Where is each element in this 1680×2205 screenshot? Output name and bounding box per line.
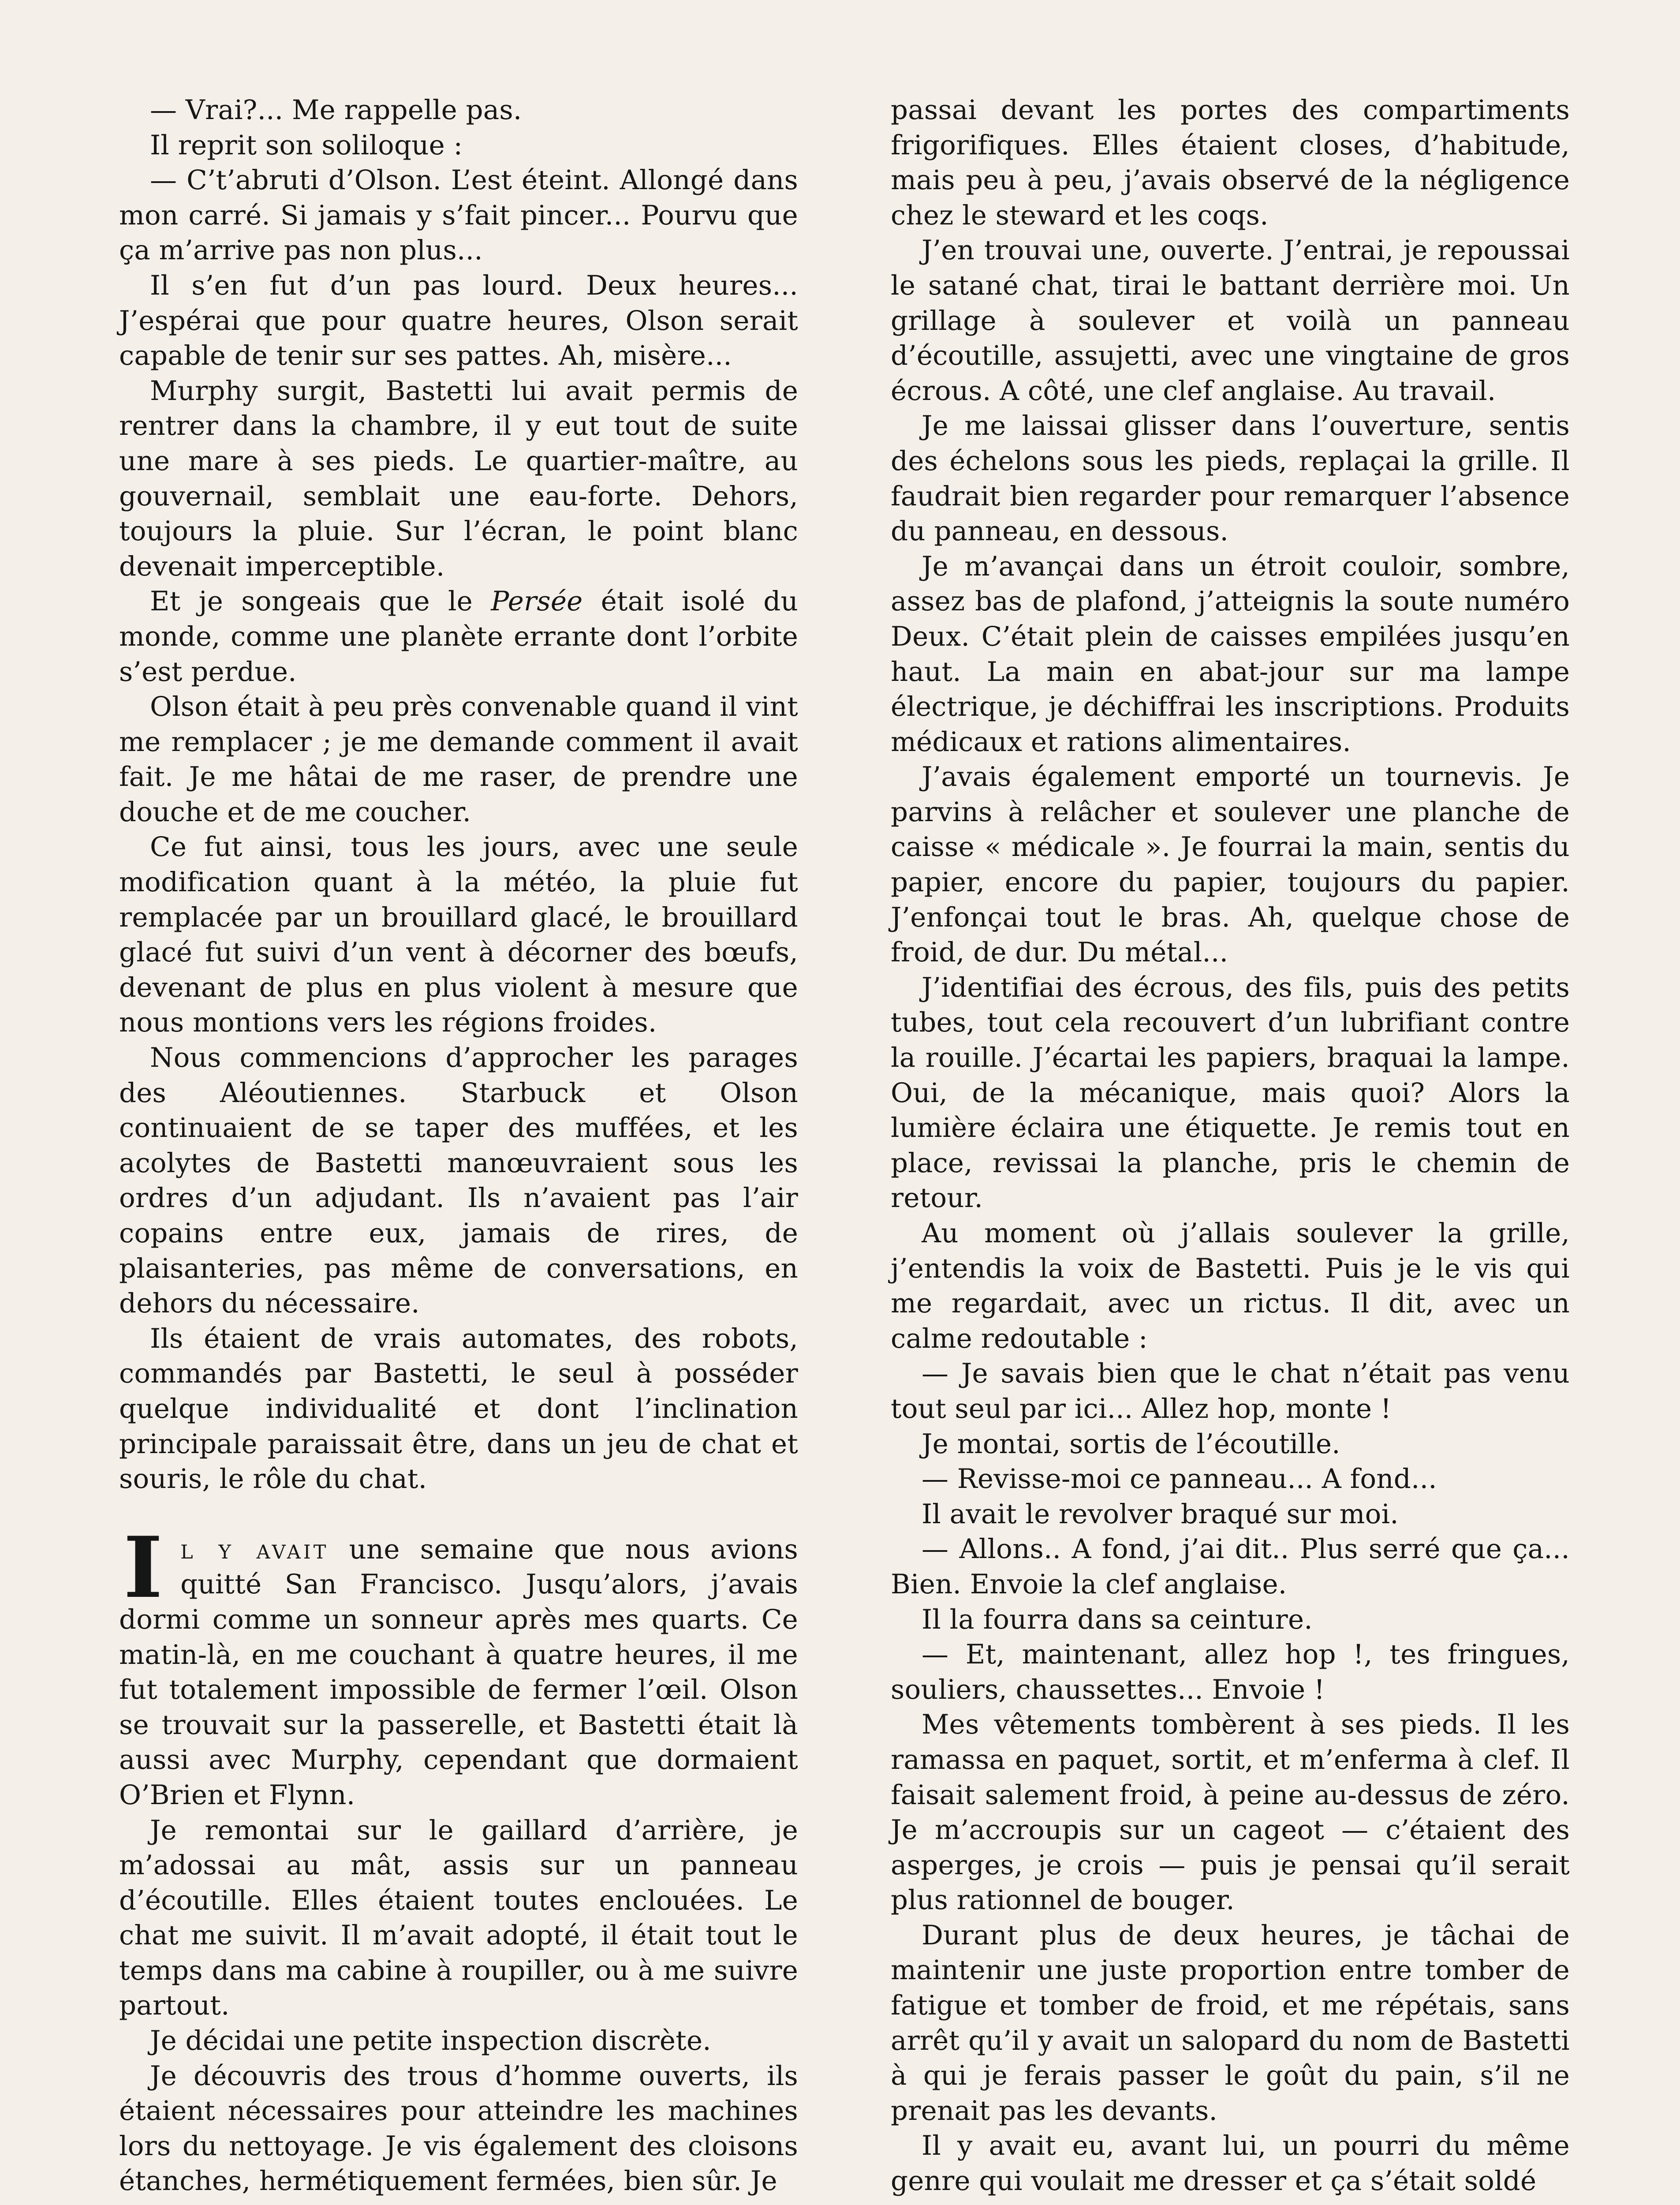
- paragraph-text: Et je songeais que le: [150, 586, 491, 617]
- paragraph: passai devant les portes des compartiments frigorifiques. Elles étaient closes, d’habitude, mais peu à peu, j’avais observé de la négligence chez le steward et les coqs.: [891, 94, 1570, 231]
- paragraph: Je remontai sur le gaillard d’arrière, je m’adossai au mât, assis sur un panneau d’écoutille. Elles étaient toutes enclouées. Le chat me suivit. Il m’avait adopté, il était tout le temps dans ma cabine à roupiller, ou à me suivre partout.: [119, 1814, 798, 2022]
- left-column: [119, 93, 798, 2199]
- paragraph: Je décidai une petite inspection discrète.: [150, 2025, 711, 2057]
- paragraph: Au moment où j’allais soulever la grille, j’entendis la voix de Bastetti. Puis je le vis qui me regardait, avec un rictus. Il dit, avec un calme redoutable :: [891, 1218, 1570, 1354]
- paragraph: — C’t’abruti d’Olson. L’est éteint. Allongé dans mon carré. Si jamais y s’fait pincer... Pourvu que ça m’arrive pas non plus...: [119, 164, 798, 266]
- paragraph: — Et, maintenant, allez hop !, tes fringues, souliers, chaussettes... Envoie !: [891, 1639, 1570, 1705]
- paragraph: J’avais également emporté un tournevis. Je parvins à relâcher et soulever une planche de caisse « médicale ». Je fourrai la main, sentis du papier, encore du papier, toujours du papier. J’enfonçai tout le bras. Ah, quelque chose de froid, de dur. Du métal...: [891, 761, 1570, 968]
- paragraph: Murphy surgit, Bastetti lui avait permis de rentrer dans la chambre, il y eut tout de suite une mare à ses pieds. Le quartier-maître, au gouvernail, semblait une eau-forte. Dehors, toujours la pluie. Sur l’écran, le point blanc devenait imperceptible.: [119, 375, 798, 582]
- paragraph: J’en trouvai une, ouverte. J’entrai, je repoussai le satané chat, tirai le battant derrière moi. Un grillage à soulever et voilà un panneau d’écoutille, assujetti, avec une vingtaine de gros écrous. A côté, une clef anglaise. Au travail.: [891, 235, 1570, 407]
- paragraph: Il avait le revolver braqué sur moi.: [922, 1498, 1399, 1530]
- section-break: [119, 1497, 798, 1532]
- paragraph: J’identifiai des écrous, des fils, puis des petits tubes, tout cela recouvert d’un lubrifiant contre la rouille. J’écartai les papiers, braquai la lampe. Oui, de la mécanique, mais quoi? Alors la lumière éclaira une étiquette. Je remis tout en place, revissai la planche, pris le chemin de retour.: [891, 972, 1570, 1214]
- opening-small-caps: l y avait: [180, 1533, 329, 1565]
- ship-name: Persée: [491, 586, 583, 617]
- paragraph: Durant plus de deux heures, je tâchai de maintenir une juste proportion entre tomber de fatigue et tomber de froid, et me répétais, sans arrêt qu’il y avait un salopard du nom de Bastetti à qui je ferais passer le goût du pain, s’il ne prenait pas les devants.: [891, 1919, 1570, 2127]
- paragraph: — Allons.. A fond, j’ai dit.. Plus serré que ça... Bien. Envoie la clef anglaise.: [891, 1533, 1570, 1600]
- paragraph: Je montai, sortis de l’écoutille.: [922, 1428, 1340, 1460]
- paragraph: Il y avait eu, avant lui, un pourri du même genre qui voulait me dresser et ça s’était soldé: [891, 2130, 1570, 2197]
- paragraph: Il s’en fut d’un pas lourd. Deux heures... J’espérai que pour quatre heures, Olson serait capable de tenir sur ses pattes. Ah, misère...: [119, 269, 798, 372]
- paragraph: Je m’avançai dans un étroit couloir, sombre, assez bas de plafond, j’atteignis la soute numéro Deux. C’était plein de caisses empilées jusqu’en haut. La main en abat-jour sur ma lampe électrique, je déchiffrai les inscriptions. Produits médicaux et rations alimentaires.: [891, 550, 1570, 758]
- paragraph-text: une semaine que nous avions quitté San Francisco. Jusqu’alors, j’avais dormi comme un sonneur après mes quarts. Ce matin-là, en me couchant à quatre heures, il me fut totalement impossible de fermer l’œil. Olson se trouvait sur la passerelle, et Bastetti était là aussi avec Murphy, cependant que dormaient O’Brien et Flynn.: [119, 1533, 798, 1811]
- drop-cap: I: [123, 1518, 163, 1617]
- paragraph: Il la fourra dans sa ceinture.: [922, 1603, 1313, 1635]
- right-column: [891, 93, 1570, 2199]
- paragraph: Nous commencions d’approcher les parages des Aléoutiennes. Starbuck et Olson continuaient de se taper des muffées, et les acolytes de Bastetti manœuvraient sous les ordres d’un adjudant. Ils n’avaient pas l’air copains entre eux, jamais de rires, de plaisanteries, pas même de conversations, en dehors du nécessaire.: [119, 1042, 798, 1319]
- paragraph: Mes vêtements tombèrent à ses pieds. Il les ramassa en paquet, sortit, et m’enferma à clef. Il faisait salement froid, à peine au-dessus de zéro. Je m’accroupis sur un cageot — c’étaient des asperges, je crois — puis je pensai qu’il serait plus rationnel de bouger.: [891, 1709, 1570, 1916]
- paragraph: — Revisse-moi ce panneau... A fond...: [922, 1463, 1437, 1495]
- paragraph: Ils étaient de vrais automates, des robots, commandés par Bastetti, le seul à posséder quelque individualité et dont l’inclination principale paraissait être, dans un jeu de chat et souris, le rôle du chat.: [119, 1323, 798, 1495]
- paragraph: Je découvris des trous d’homme ouverts, ils étaient nécessaires pour atteindre les machines lors du nettoyage. Je vis également des cloisons étanches, hermétiquement fermées, bien sûr. Je: [119, 2060, 798, 2197]
- chapter-opening-paragraph: [119, 1518, 798, 1813]
- paragraph: Olson était à peu près convenable quand il vint me remplacer ; je me demande comment il avait fait. Je me hâtai de me raser, de prendre une douche et de me coucher.: [119, 691, 798, 828]
- paragraph: — Vrai?... Me rappelle pas.: [150, 94, 522, 126]
- paragraph: Il reprit son soliloque :: [150, 129, 463, 161]
- paragraph: Ce fut ainsi, tous les jours, avec une seule modification quant à la météo, la pluie fut remplacée par un brouillard glacé, le brouillard glacé fut suivi d’un vent à décorner des bœufs, devenant de plus en plus violent à mesure que nous montions vers les régions froides.: [119, 831, 798, 1039]
- paragraph: [119, 584, 798, 689]
- paragraph: — Je savais bien que le chat n’était pas venu tout seul par ici... Allez hop, monte !: [891, 1358, 1570, 1424]
- paragraph-text: était isolé du monde, comme une planète errante dont l’orbite s’est perdue.: [119, 586, 798, 688]
- paragraph: Je me laissai glisser dans l’ouverture, sentis des échelons sous les pieds, replaçai la grille. Il faudrait bien regarder pour remarquer l’absence du panneau, en dessous.: [891, 410, 1570, 547]
